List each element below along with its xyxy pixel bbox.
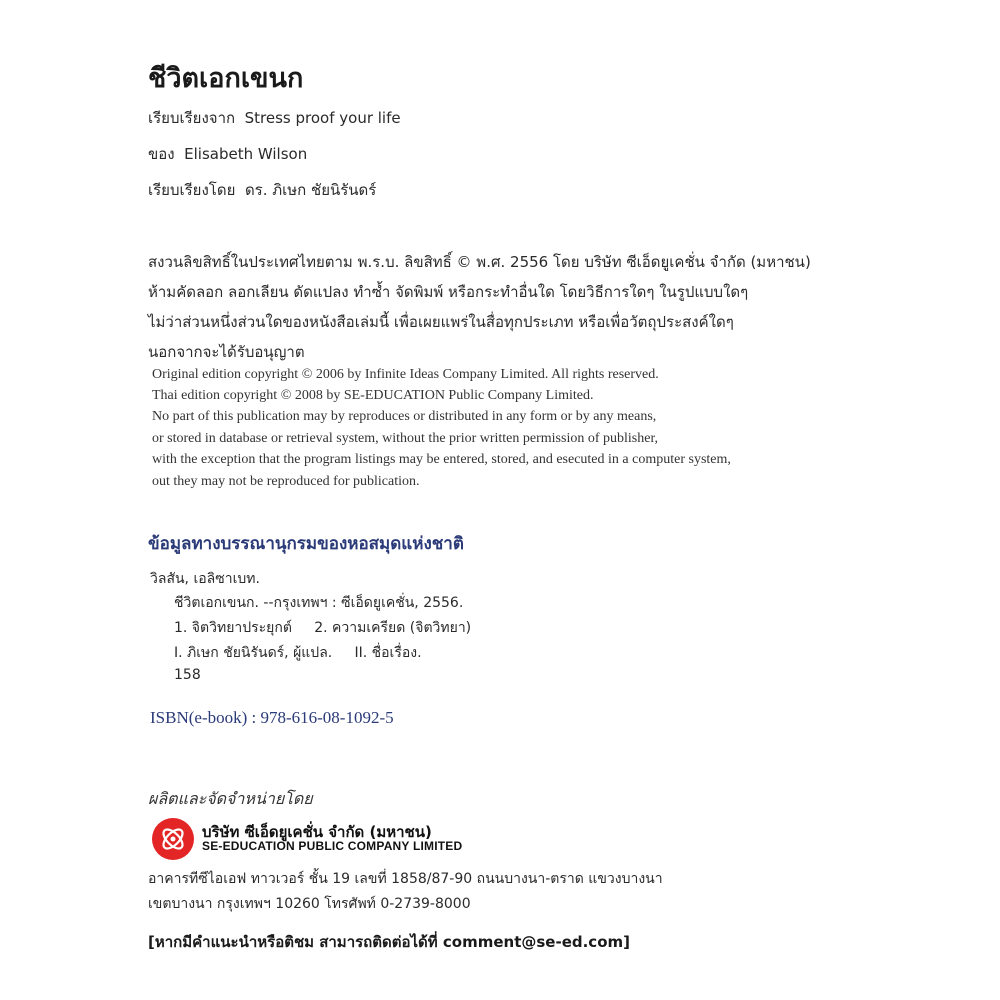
copyright-thai-line: ไม่ว่าส่วนหนึ่งส่วนใดของหนังสือเล่มนี้ เพื่อเผยแพร่ในสื่อทุกประเภท หรือเพื่อวัตถุประสงค์ใดๆ (148, 313, 734, 331)
copyright-english-line: No part of this publication may by reproduces or distributed in any form or by any means, (152, 409, 657, 424)
copyright-english-line: Original edition copyright © 2006 by Infinite Ideas Company Limited. All rights reserved. (152, 367, 659, 382)
copyright-english-line: out they may not be reproduced for publication. (152, 474, 420, 489)
translator-name: ดร. ภิเษก ชัยนิรันดร์ (244, 181, 377, 199)
copyright-english-line: Thai edition copyright © 2008 by SE-EDUCATION Public Company Limited. (152, 388, 594, 403)
publisher-address-line: เขตบางนา กรุงเทพฯ 10260 โทรศัพท์ 0-2739-8000 (148, 896, 471, 912)
copyright-english-line: or stored in database or retrieval system, without the prior written permission of publisher, (152, 431, 659, 446)
cip-title-entry: ชีวิตเอกเขนก. --กรุงเทพฯ : ซีเอ็ดยูเคชั่น, 2556. (174, 595, 464, 611)
original-title: Stress proof your life (244, 109, 401, 127)
author-name: Elisabeth Wilson (184, 145, 308, 163)
publisher-address-line: อาคารทีซีไอเอฟ ทาวเวอร์ ชั้น 19 เลขที่ 1858/87-90 ถนนบางนา-ตราด แขวงบางนา (148, 871, 663, 887)
adapted-from-label: เรียบเรียงจาก (148, 109, 236, 127)
translator-line (148, 178, 376, 202)
copyright-thai-line: สงวนลิขสิทธิ์ในประเทศไทยตาม พ.ร.บ. ลิขสิทธิ์ © พ.ศ. 2556 โดย บริษัท ซีเอ็ดยูเคชั่น จำกัด (มหาชน) (148, 253, 811, 271)
cip-heading: ข้อมูลทางบรรณานุกรมของหอสมุดแห่งชาติ (148, 534, 464, 554)
cip-added-entry: I. ภิเษก ชัยนิรันดร์, ผู้แปล. (174, 645, 333, 661)
cip-classification: 158 (174, 667, 201, 683)
cip-subject: 1. จิตวิทยาประยุกต์ (174, 620, 292, 636)
cip-subject: 2. ความเครียด (จิตวิทยา) (314, 620, 472, 636)
cip-subjects (174, 617, 471, 639)
author-line (148, 142, 307, 166)
publisher-name-english: SE-EDUCATION PUBLIC COMPANY LIMITED (202, 839, 463, 853)
cip-added-entry: II. ชื่อเรื่อง. (354, 645, 422, 661)
copyright-english-line: with the exception that the program listings may be entered, stored, and esecuted in a computer system, (152, 452, 731, 467)
copyright-thai-line: นอกจากจะได้รับอนุญาต (148, 343, 305, 361)
publisher-name-thai: บริษัท ซีเอ็ดยูเคชั่น จำกัด (มหาชน) (202, 823, 432, 841)
copyright-thai-line: ห้ามคัดลอก ลอกเลียน ดัดแปลง ทำซ้ำ จัดพิมพ์ หรือกระทำอื่นใด โดยวิธีการใดๆ ในรูปแบบใดๆ (148, 283, 749, 301)
author-label: ของ (148, 145, 175, 163)
cip-added-entries (174, 642, 422, 664)
cip-author-entry: วิลสัน, เอลิซาเบท. (150, 571, 260, 587)
isbn: ISBN(e-book) : 978-616-08-1092-5 (150, 708, 394, 727)
produced-by-label: ผลิตและจัดจำหน่ายโดย (148, 789, 313, 808)
book-title: ชีวิตเอกเขนก (148, 63, 304, 94)
publisher-logo-icon (152, 818, 194, 860)
translator-label: เรียบเรียงโดย (148, 181, 236, 199)
adapted-from-line (148, 106, 401, 130)
contact-note: [หากมีคำแนะนำหรือติชม สามารถติดต่อได้ที่ comment@se-ed.com] (148, 933, 630, 951)
